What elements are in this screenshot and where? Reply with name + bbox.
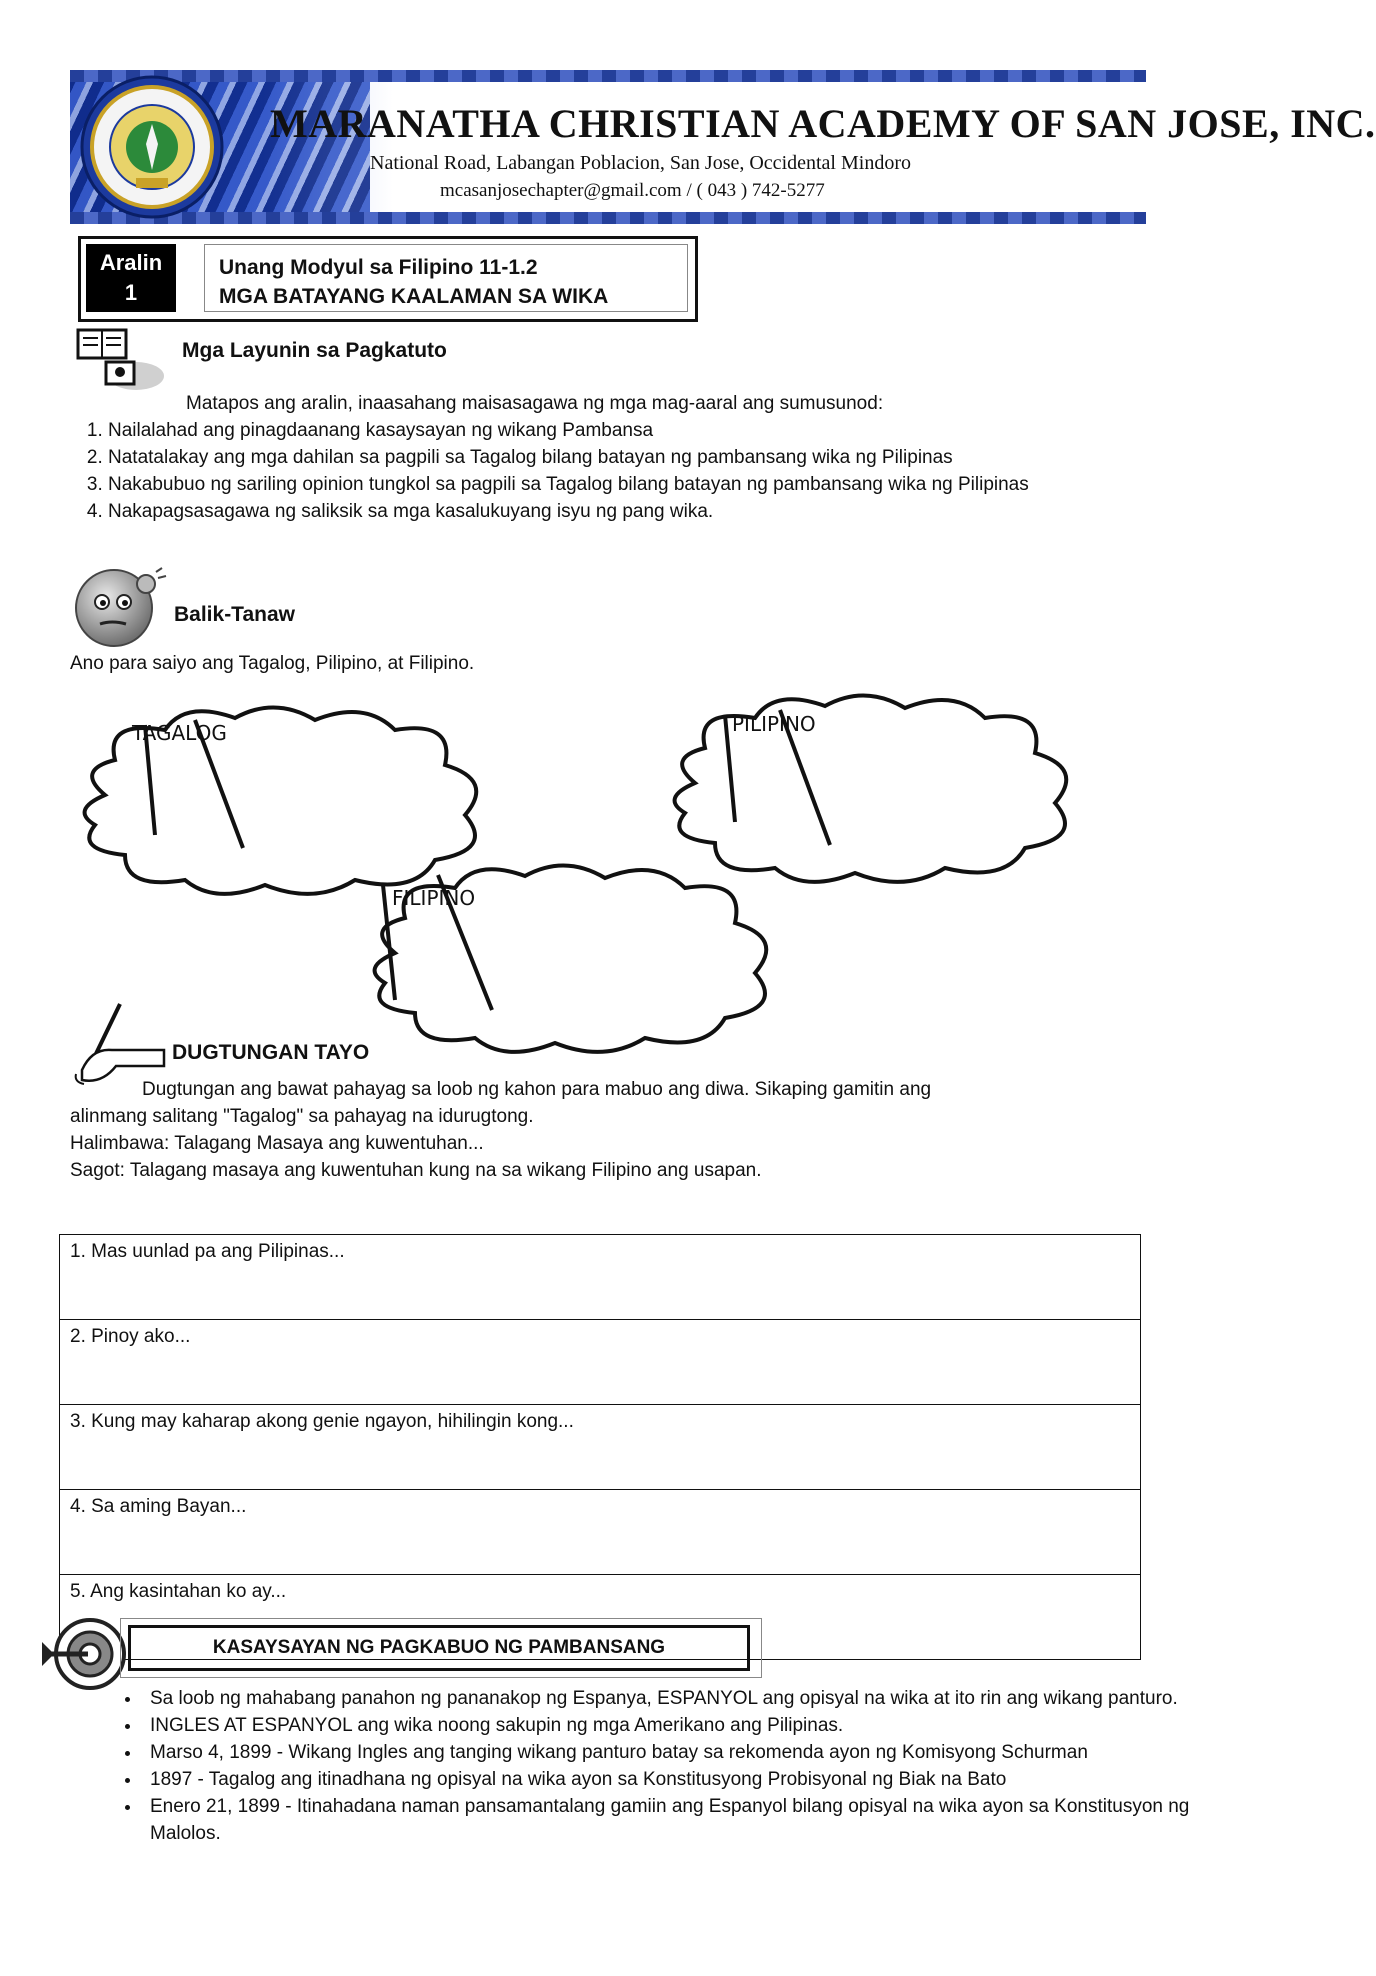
- objectives-intro: Matapos ang aralin, inaasahang maisasagawa ng mga mag-aaral ang sumusunod:: [186, 393, 884, 414]
- list-item: • Enero 21, 1899 - Itinahadana naman pansamantalang gamiin ang Espanyol bilang opisyal na wika ayon sa Konstitusyon ng Malolos.: [142, 1793, 1192, 1847]
- table-row: [60, 1405, 1141, 1490]
- kasaysayan-title: KASAYSAYAN NG PAGKABUO NG PAMBANSANG: [128, 1625, 750, 1671]
- aralin-label: Aralin: [99, 250, 163, 275]
- dugtungan-instruction-2: alinmang salitang "Tagalog" sa pahayag na idurugtong.: [70, 1106, 534, 1127]
- list-item: 4. Nakapagsasagawa ng saliksik sa mga kasalukuyang isyu ng pang wika.: [108, 498, 1168, 525]
- answer-cell[interactable]: 3. Kung may kaharap akong genie ngayon, hihilingin kong...: [60, 1405, 1141, 1490]
- balik-tanaw-question: Ano para saiyo ang Tagalog, Pilipino, at Filipino.: [70, 653, 475, 674]
- table-row: [60, 1235, 1141, 1320]
- objectives-list: [70, 417, 1168, 525]
- dugtungan-answer: Sagot: Talagang masaya ang kuwentuhan kung na sa wikang Filipino ang usapan.: [70, 1160, 762, 1181]
- list-item: 2. Natatalakay ang mga dahilan sa pagpili sa Tagalog bilang batayan ng pambansang wika ng Pilipinas: [108, 444, 1168, 471]
- table-row: [60, 1490, 1141, 1575]
- writing-hand-icon: [72, 1000, 172, 1086]
- answer-cell[interactable]: 1. Mas uunlad pa ang Pilipinas...: [60, 1235, 1141, 1320]
- cloud-label-tagalog: TAGALOG: [132, 721, 227, 745]
- answer-cell[interactable]: 4. Sa aming Bayan...: [60, 1490, 1141, 1575]
- list-item: 3. Nakabubuo ng sariling opinion tungkol sa pagpili sa Tagalog bilang batayan ng pambansang wika ng Pilipinas: [108, 471, 1108, 498]
- module-title: Unang Modyul sa Filipino 11-1.2: [219, 256, 538, 279]
- module-title-box: [204, 244, 688, 312]
- list-item: 1. Nailalahad ang pinagdaanang kasaysayan ng wikang Pambansa: [108, 417, 1168, 444]
- school-contact: mcasanjosechapter@gmail.com / ( 043 ) 742-5277: [440, 180, 825, 201]
- list-item: • Marso 4, 1899 - Wikang Ingles ang tanging wikang panturo batay sa rekomenda ayon ng Komisyong Schurman: [142, 1739, 1192, 1766]
- list-item: • Sa loob ng mahabang panahon ng pananakop ng Espanya, ESPANYOL ang opisyal na wika at ito rin ang wikang panturo.: [142, 1685, 1192, 1712]
- target-arrow-icon: [38, 1612, 124, 1696]
- aralin-badge: [86, 244, 176, 312]
- school-seal-logo: [78, 74, 226, 220]
- cloud-label-filipino: FILIPINO: [392, 886, 476, 910]
- dugtungan-example: Halimbawa: Talagang Masaya ang kuwentuhan...: [70, 1133, 484, 1154]
- module-subtitle: MGA BATAYANG KAALAMAN SA WIKA: [219, 285, 609, 308]
- school-name: MARANATHA CHRISTIAN ACADEMY OF SAN JOSE, INC.: [270, 101, 1376, 146]
- answer-cell[interactable]: 5. Ang kasintahan ko ay...: [60, 1575, 1141, 1660]
- answer-cell[interactable]: 2. Pinoy ako...: [60, 1320, 1141, 1405]
- objectives-title: Mga Layunin sa Pagkatuto: [182, 339, 447, 362]
- banner-top-stripe: [70, 70, 1146, 82]
- list-item: • INGLES AT ESPANYOL ang wika noong sakupin ng mga Amerikano ang Pilipinas.: [142, 1712, 1192, 1739]
- balik-tanaw-title: Balik-Tanaw: [174, 603, 295, 626]
- list-item: • 1897 - Tagalog ang itinadhana ng opisyal na wika ayon sa Konstitusyong Probisyonal ng Biak na Bato: [142, 1766, 1192, 1793]
- school-banner: [70, 70, 1376, 224]
- thinking-face-icon: [72, 566, 172, 650]
- aralin-number: 1: [124, 280, 138, 305]
- book-computer-icon: [74, 326, 166, 394]
- dugtungan-title: DUGTUNGAN TAYO: [172, 1041, 370, 1064]
- dugtungan-instruction-1: Dugtungan ang bawat pahayag sa loob ng kahon para mabuo ang diwa. Sikaping gamitin ang: [142, 1079, 932, 1100]
- answer-table: [59, 1234, 1141, 1660]
- school-address: National Road, Labangan Poblacion, San Jose, Occidental Mindoro: [370, 152, 911, 174]
- table-row: [60, 1320, 1141, 1405]
- cloud-label-pilipino: PILIPINO: [732, 712, 816, 736]
- kasaysayan-list: [86, 1685, 1192, 1847]
- banner-bottom-stripe: [70, 212, 1146, 224]
